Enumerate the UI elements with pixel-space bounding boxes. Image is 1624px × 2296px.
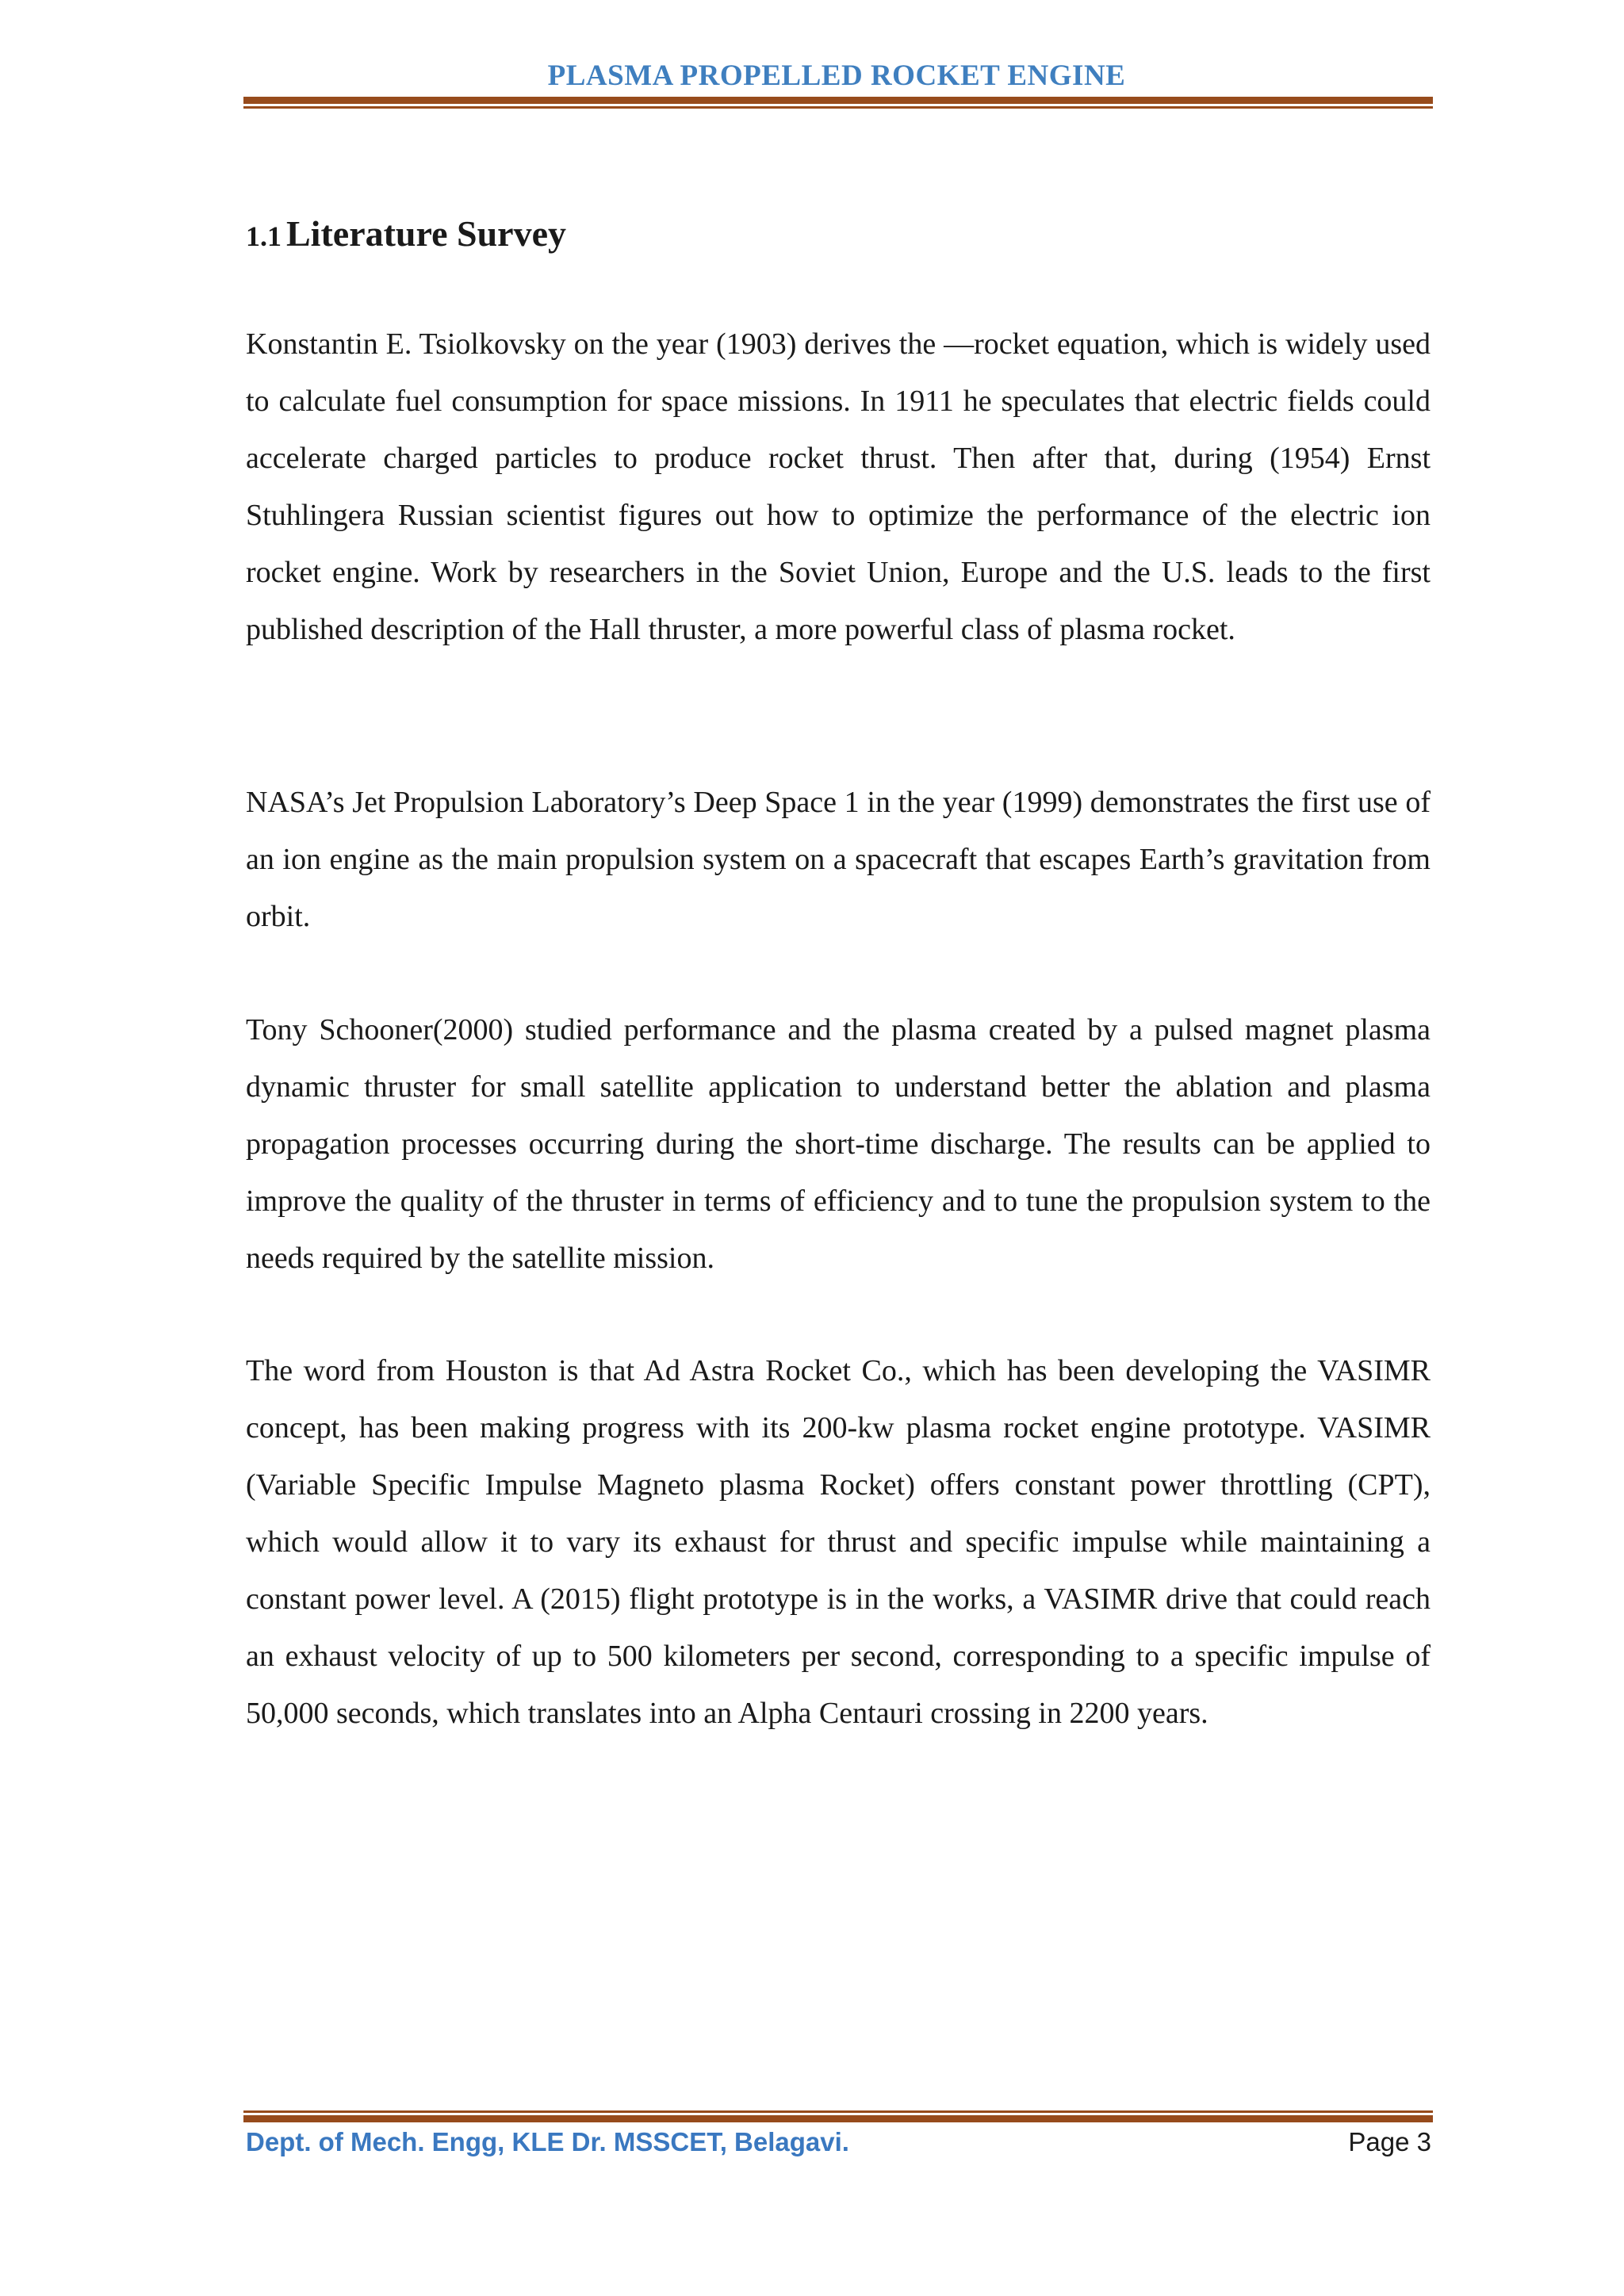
footer-divider xyxy=(243,2110,1433,2122)
section-number: 1.1 xyxy=(246,220,282,252)
paragraph-tsiolkovsky: Konstantin E. Tsiolkovsky on the year (1903) derives the ―rocket equation, which is widely used to calculate fuel consumption for space missions. In 1911 he speculates that electric fields could accelerate charged particles to produce rocket thrust. Then after that, during (1954) Ernst Stuhlingera Russian scientist figures out how to optimize the performance of the electric ion rocket engine. Work by researchers in the Soviet Union, Europe and the U.S. leads to the first published description of the Hall thruster, a more powerful class of plasma rocket. xyxy=(246,327,1431,646)
paragraph-deep-space-1: NASA’s Jet Propulsion Laboratory’s Deep Space 1 in the year (1999) demonstrates the first use of an ion engine as the main propulsion system on a spacecraft that escapes Earth’s gravitation from orbit. xyxy=(246,786,1431,933)
header-divider xyxy=(243,97,1433,109)
section-title: Literature Survey xyxy=(286,213,567,254)
footer-page-number: Page 3 xyxy=(1348,2127,1431,2156)
footer-department: Dept. of Mech. Engg, KLE Dr. MSSCET, Belagavi. xyxy=(246,2127,849,2156)
section-heading xyxy=(246,212,566,254)
paragraph-schooner: Tony Schooner(2000) studied performance and the plasma created by a pulsed magnet plasma dynamic thruster for small satellite application to understand better the ablation and plasma propagation processes occurring during the short-time discharge. The results can be applied to improve the quality of the thruster in terms of efficiency and to tune the propulsion system to the needs required by the satellite mission. xyxy=(246,1013,1431,1275)
running-header-title: PLASMA PROPELLED ROCKET ENGINE xyxy=(547,59,1126,92)
paragraph-vasimr: The word from Houston is that Ad Astra Rocket Co., which has been developing the VASIMR concept, has been making progress with its 200-kw plasma rocket engine prototype. VASIMR (Variable Specific Impulse Magneto plasma Rocket) offers constant power throttling (CPT), which would allow it to vary its exhaust for thrust and specific impulse while maintaining a constant power level. A (2015) flight prototype is in the works, a VASIMR drive that could reach an exhaust velocity of up to 500 kilometers per second, corresponding to a specific impulse of 50,000 seconds, which translates into an Alpha Centauri crossing in 2200 years. xyxy=(246,1354,1431,1730)
